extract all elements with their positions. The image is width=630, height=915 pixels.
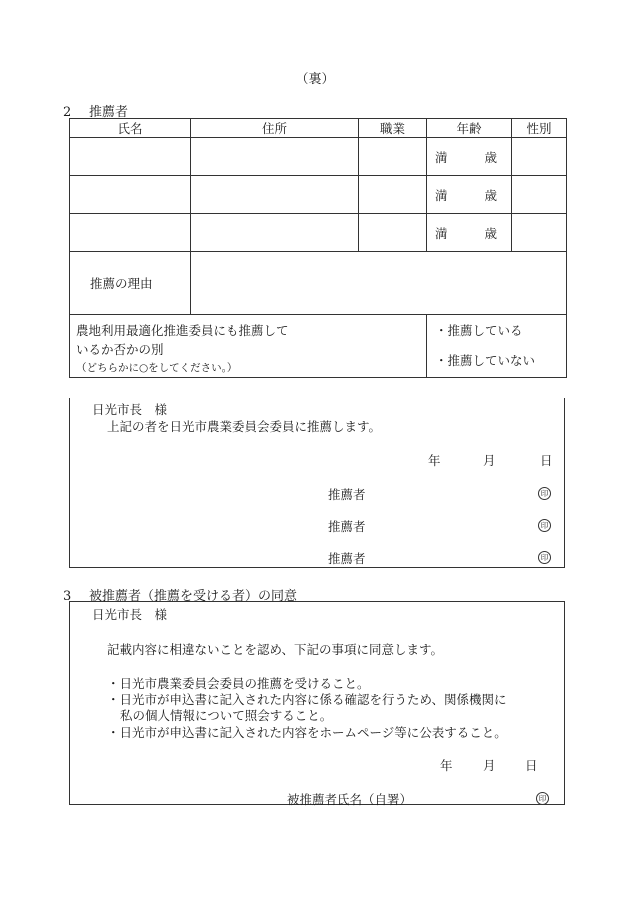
name-cell[interactable] <box>70 138 191 176</box>
header-occupation: 職業 <box>359 119 427 138</box>
recommender-label-2: 推薦者 <box>328 519 366 534</box>
consent-addressee: 日光市長 様 <box>92 607 168 622</box>
table-header-row <box>70 119 567 138</box>
age-prefix: 満 <box>435 187 448 203</box>
table-row <box>70 138 567 176</box>
question-line-1: 農地利用最適化推進委員にも推薦して <box>76 323 289 338</box>
reason-label: 推薦の理由 <box>70 252 191 315</box>
address-cell[interactable] <box>191 214 359 252</box>
recommender-label-3: 推薦者 <box>328 551 366 566</box>
page-title: （裏） <box>295 72 335 87</box>
question-line-2: いるか否かの別 <box>76 342 164 357</box>
addressee: 日光市長 様 <box>92 402 168 417</box>
address-cell[interactable] <box>191 176 359 214</box>
gender-cell[interactable] <box>512 176 567 214</box>
concurrent-recommendation-row <box>70 315 567 378</box>
age-prefix: 満 <box>435 149 448 165</box>
date-month-label: 月 <box>483 453 496 468</box>
section3-title: 被推薦者（推薦を受ける者）の同意 <box>89 589 298 604</box>
seal-icon: 印 <box>536 792 549 805</box>
age-suffix: 歳 <box>484 149 497 165</box>
age-cell[interactable] <box>427 214 512 252</box>
consent-date-month: 月 <box>483 758 496 773</box>
header-age: 年齢 <box>427 119 512 138</box>
recommender-table <box>69 118 567 378</box>
consent-date-day: 日 <box>525 758 538 773</box>
occupation-cell[interactable] <box>359 138 427 176</box>
reason-row <box>70 252 567 315</box>
consent-item-1: ・日光市農業委員会委員の推薦を受けること。 <box>107 676 370 691</box>
concurrent-question <box>70 315 427 378</box>
age-suffix: 歳 <box>484 225 497 241</box>
header-address: 住所 <box>191 119 359 138</box>
question-note: （どちらかに○をしてください。） <box>76 362 238 374</box>
section3-number: 3 <box>63 589 72 604</box>
occupation-cell[interactable] <box>359 214 427 252</box>
reason-field[interactable] <box>191 252 567 315</box>
age-suffix: 歳 <box>484 187 497 203</box>
table-row <box>70 214 567 252</box>
age-cell[interactable] <box>427 176 512 214</box>
name-cell[interactable] <box>70 214 191 252</box>
declaration-text: 上記の者を日光市農業委員会委員に推薦します。 <box>107 419 382 434</box>
option-recommended[interactable]: ・推薦している <box>435 323 523 338</box>
option-not-recommended[interactable]: ・推薦していない <box>435 353 536 368</box>
consent-item-2-cont: 私の個人情報について照会すること。 <box>120 708 333 723</box>
age-cell[interactable] <box>427 138 512 176</box>
concurrent-options <box>427 315 567 378</box>
consent-date-year: 年 <box>440 758 453 773</box>
seal-icon: 印 <box>538 551 551 564</box>
date-day-label: 日 <box>540 453 553 468</box>
age-prefix: 満 <box>435 225 448 241</box>
consent-item-2: ・日光市が申込書に記入された内容に係る確認を行うため、関係機関に <box>107 692 507 707</box>
gender-cell[interactable] <box>512 214 567 252</box>
consent-box <box>69 601 565 805</box>
table-row <box>70 176 567 214</box>
address-cell[interactable] <box>191 138 359 176</box>
date-year-label: 年 <box>428 453 441 468</box>
recommendation-declaration-box <box>69 398 565 568</box>
seal-icon: 印 <box>538 487 551 500</box>
recommender-label-1: 推薦者 <box>328 487 366 502</box>
gender-cell[interactable] <box>512 138 567 176</box>
consent-intro: 記載内容に相違ないことを認め、下記の事項に同意します。 <box>107 642 444 657</box>
name-cell[interactable] <box>70 176 191 214</box>
header-gender: 性別 <box>512 119 567 138</box>
section2-number: 2 <box>63 105 72 120</box>
consent-item-3: ・日光市が申込書に記入された内容をホームページ等に公表すること。 <box>107 725 507 740</box>
signature-label: 被推薦者氏名（自署） <box>287 792 413 807</box>
seal-icon: 印 <box>538 519 551 532</box>
occupation-cell[interactable] <box>359 176 427 214</box>
section2-title: 推薦者 <box>89 105 129 120</box>
header-name: 氏名 <box>70 119 191 138</box>
